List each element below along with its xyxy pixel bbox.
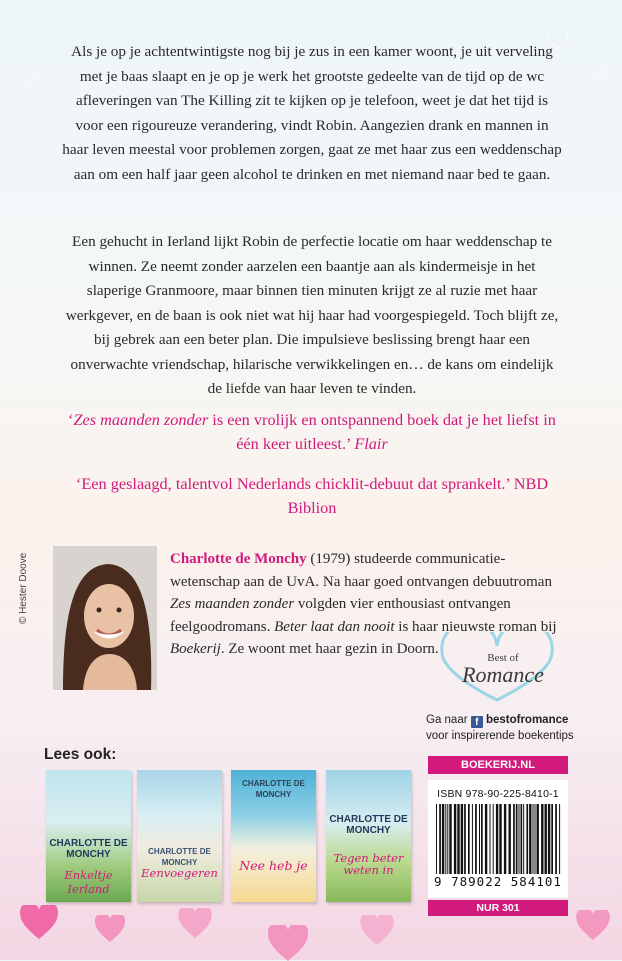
quote-book-title: Zes maanden zonder xyxy=(73,410,209,429)
heart-icon xyxy=(576,910,610,940)
barcode-bar xyxy=(447,804,448,874)
book-cover-1[interactable] xyxy=(46,770,131,902)
publisher-website[interactable]: BOEKERIJ.NL xyxy=(428,756,568,774)
barcode-bar xyxy=(541,804,543,874)
barcode-bar xyxy=(481,804,483,874)
quote-text: is een vrolijk en ontspannend boek dat je het liefst in één keer uitleest.’ xyxy=(208,410,556,453)
barcode-bar xyxy=(485,804,487,874)
bio-debut-title: Zes maanden zonder xyxy=(170,596,295,613)
blurb-paragraph-2 xyxy=(62,230,562,402)
fb-prefix: Ga naar xyxy=(426,714,471,726)
book-author: CHARLOTTE DE MONCHY xyxy=(329,814,408,836)
barcode-bar xyxy=(454,804,456,874)
book-title: Eenvoegeren xyxy=(141,866,218,880)
barcode-block xyxy=(428,780,568,898)
badge-line-2: Romance xyxy=(462,662,544,687)
barcode-bar xyxy=(449,804,451,874)
barcode-bar xyxy=(545,804,547,874)
barcode-bar xyxy=(490,804,491,874)
barcode-bar xyxy=(442,804,444,874)
heart-icon xyxy=(178,908,212,938)
photo-credit: © Hester Doove xyxy=(18,552,29,624)
blurb-text: Als je op je achtentwintigste nog bij je zus in een kamer woont, je uit verveling met je baas slaapt en je op je werk het grootste gedeelte van de tijd op de wc afleveringen van The Killing zit te kijken op je telefoon, weet je dat het tijd is voor een rigoureuze verandering, vindt Robin. Aangezien drank en mannen in haar leven meestal voor problemen zorgen, gaat ze met haar zus een weddenschap aan om een half jaar geen alcohol te drinken en met niemand naar bed te gaan. xyxy=(62,43,562,183)
isbn: ISBN 978-90-225-8410-1 xyxy=(437,788,559,800)
barcode-bar xyxy=(548,804,550,874)
review-quote-nbd xyxy=(62,472,562,520)
bio-newest-title: Beter laat dan nooit xyxy=(274,618,395,635)
barcode-bar xyxy=(461,804,463,874)
barcode-bar xyxy=(519,804,520,874)
barcode-icon xyxy=(436,804,562,874)
author-name: Charlotte de Monchy xyxy=(170,551,307,567)
book-title: Enkeltje Ierland xyxy=(64,868,113,896)
barcode-bar xyxy=(499,804,501,874)
heart-icon xyxy=(20,905,58,939)
badge-line-1: Best of xyxy=(487,652,519,664)
heart-icon xyxy=(590,60,608,76)
book-title: Nee heb je xyxy=(239,858,308,873)
heart-icon xyxy=(268,925,308,961)
barcode-bar xyxy=(555,804,557,874)
barcode-bar xyxy=(516,804,518,874)
barcode-bar xyxy=(529,804,531,874)
author-photo xyxy=(53,546,157,690)
barcode-bar xyxy=(509,804,511,874)
barcode-number: 9 789022 584101 xyxy=(434,874,562,889)
book-author: CHARLOTTE DE MONCHY xyxy=(242,779,305,799)
book-cover-3[interactable] xyxy=(231,770,316,902)
nur-code: NUR 301 xyxy=(428,900,568,916)
fb-suffix: voor inspirerende boekentips xyxy=(426,730,574,742)
barcode-bar xyxy=(436,804,437,874)
barcode-bar xyxy=(468,804,470,874)
bio-text: volgden vier enthousiast ontvangen feelgoodromans. xyxy=(170,596,511,635)
bio-text: (1979) studeerde communicatiewetenschap aan de UvA. Na haar goed ontvangen debuutroman xyxy=(170,551,552,590)
barcode-bar xyxy=(521,804,523,874)
barcode-bar xyxy=(457,804,459,874)
review-quote-flair: ‘Zes maanden zonder is een vrolijk en ontspannend boek dat je het liefst in één keer uitleest.’ Flair xyxy=(68,410,556,453)
book-title: Tegen beter weten in xyxy=(333,851,404,877)
barcode-bar xyxy=(496,804,498,874)
barcode-bar xyxy=(535,804,536,874)
barcode-bar xyxy=(551,804,553,874)
author-portrait-icon xyxy=(53,546,157,690)
blurb-text: Een gehucht in Ierland lijkt Robin de perfectie locatie om haar weddenschap te winnen. Ze neemt zonder aarzelen een baantje aan als kindermeisje in het slaperige Granmoore, maar binnen tien minuten krijgt ze al ruzie met haar werkgever, en de baan is ook niet wat hij haar had voorgespiegeld. Toch blijft ze, bij gebrek aan een beter plan. Die impulsieve beslissing brengt haar een onverwachte vriendschap, hilarische verwikkelingen en… de kans om eindelijk de liefde van haar leven te vinden. xyxy=(65,233,559,397)
barcode-bar xyxy=(475,804,477,874)
heart-icon xyxy=(95,915,125,942)
facebook-icon: f xyxy=(471,716,483,728)
barcode-bar xyxy=(464,804,466,874)
book-cover-4[interactable] xyxy=(326,770,411,902)
heart-icon xyxy=(360,915,394,945)
barcode-bar xyxy=(533,804,534,874)
book-cover-2[interactable] xyxy=(137,770,222,902)
book-author: CHARLOTTE DE MONCHY xyxy=(148,847,211,867)
barcode-bar xyxy=(445,804,446,874)
barcode-bar xyxy=(513,804,515,874)
bio-publisher: Boekerij xyxy=(170,641,221,658)
barcode-bar xyxy=(504,804,506,874)
barcode-bar xyxy=(537,804,539,874)
quote-text: ‘Een geslaagd, talentvol Nederlands chicklit-debuut dat sprankelt.’ NBD Biblion xyxy=(75,474,549,517)
barcode-bar xyxy=(472,804,473,874)
lees-ook-heading: Lees ook: xyxy=(44,746,117,763)
bio-text: is haar nieuwste roman bij xyxy=(394,618,557,635)
barcode-bar xyxy=(526,804,528,874)
facebook-handle[interactable]: bestofromance xyxy=(485,714,569,726)
facebook-promo xyxy=(426,712,586,744)
quote-source: Flair xyxy=(354,434,388,453)
barcode-bar xyxy=(559,804,560,874)
barcode-bar xyxy=(439,804,441,874)
barcode-bar xyxy=(479,804,480,874)
barcode-bar xyxy=(523,804,524,874)
blurb-paragraph-1 xyxy=(62,40,562,187)
book-author: CHARLOTTE DE MONCHY xyxy=(49,838,128,860)
heart-icon xyxy=(22,70,36,83)
barcode-bar xyxy=(493,804,494,874)
badge-text xyxy=(448,652,558,688)
bio-text: . Ze woont met haar gezin in Doorn. xyxy=(220,641,439,658)
